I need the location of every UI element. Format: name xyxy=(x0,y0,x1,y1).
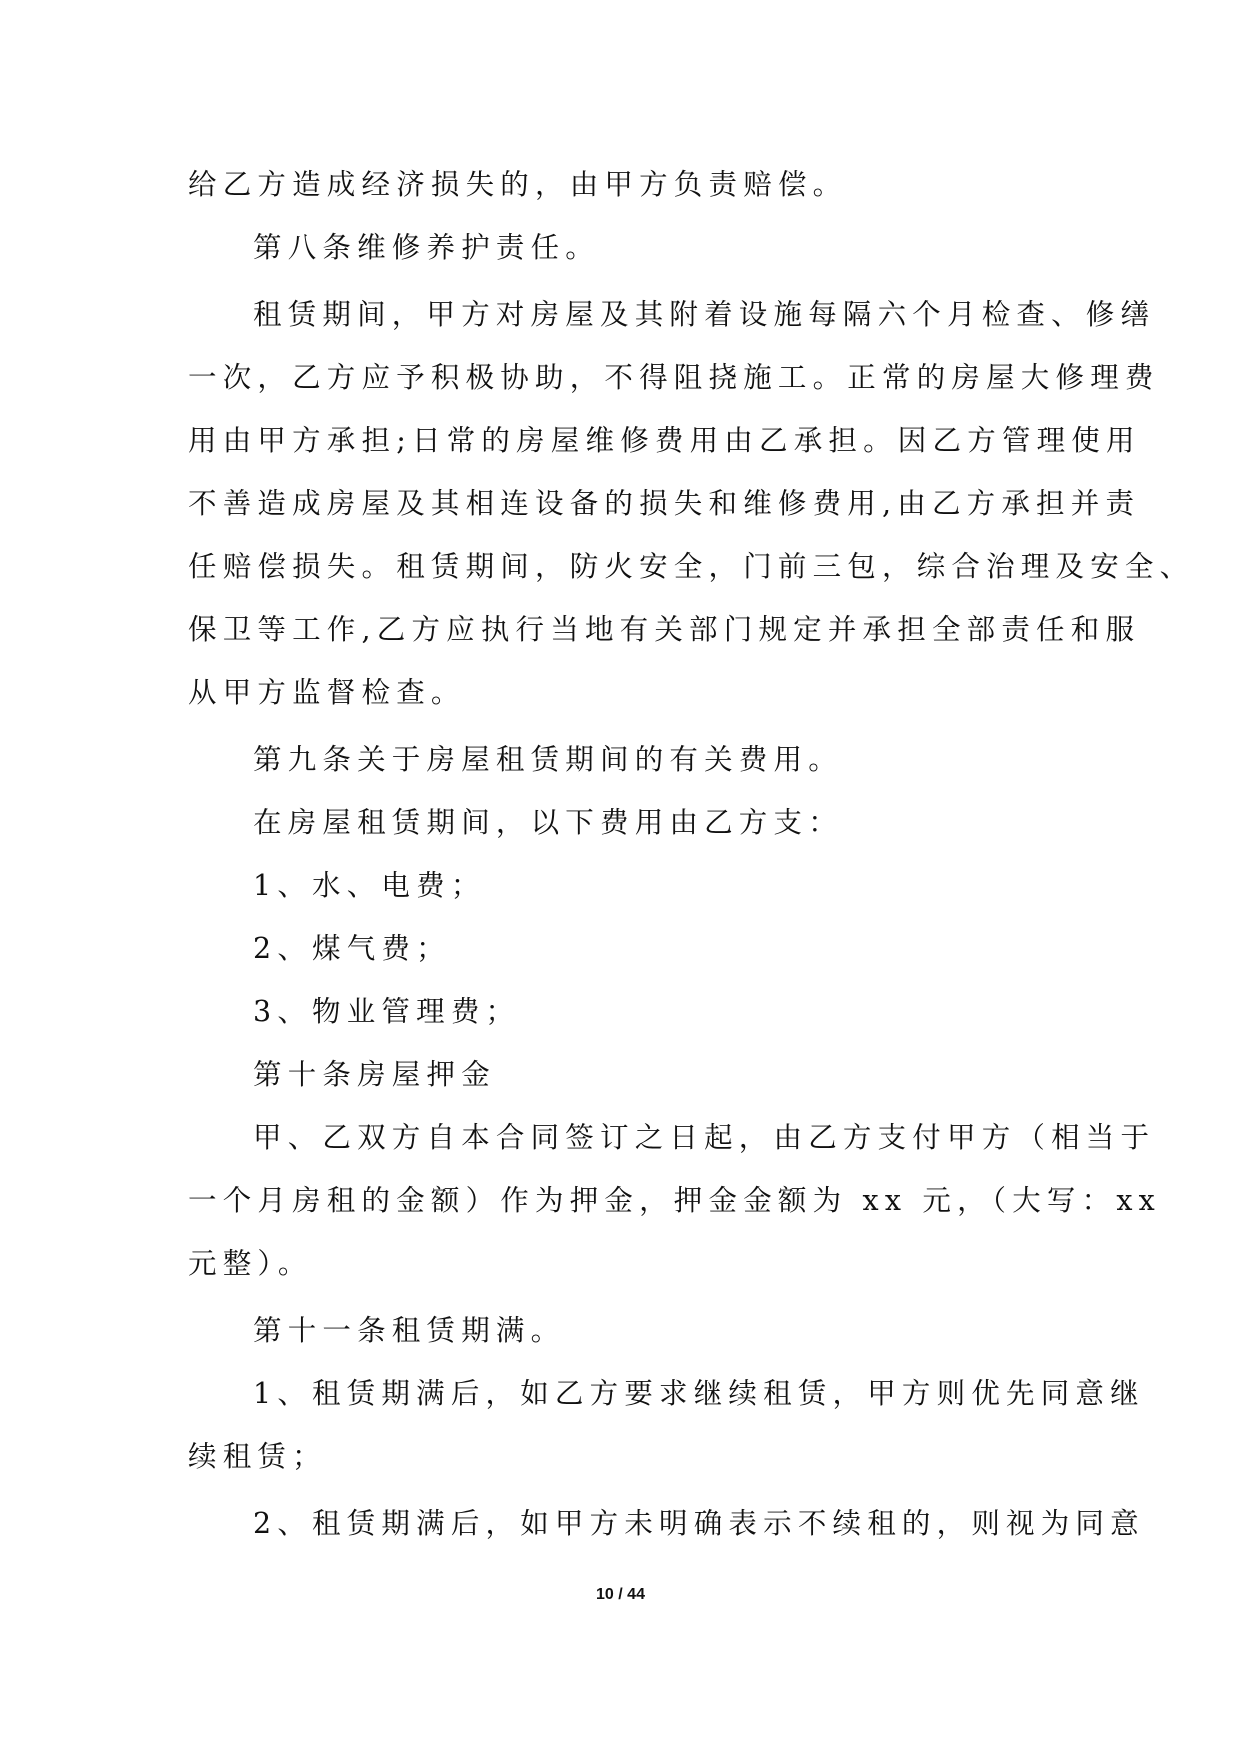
text-line: 给乙方造成经济损失的，由甲方负责赔偿。 xyxy=(188,168,848,201)
text-line: 保卫等工作,乙方应执行当地有关部门规定并承担全部责任和服 xyxy=(188,613,1141,646)
text-line: 一次，乙方应予积极协助，不得阻挠施工。正常的房屋大修理费 xyxy=(188,361,1160,394)
section-heading: 第十条房屋押金 xyxy=(253,1058,496,1091)
text-line: 一个月房租的金额）作为押金，押金金额为 xx 元，（大写：xx xyxy=(188,1184,1161,1217)
list-item: 2、租赁期满后，如甲方未明确表示不续租的，则视为同意 xyxy=(253,1507,1145,1540)
text-line: 不善造成房屋及其相连设备的损失和维修费用,由乙方承担并责 xyxy=(188,487,1141,520)
section-heading: 第十一条租赁期满。 xyxy=(253,1314,566,1347)
page-number: 10 / 44 xyxy=(596,1586,645,1603)
list-item: 3、物业管理费； xyxy=(253,995,521,1028)
text-line: 元整）。 xyxy=(188,1247,313,1280)
text-line: 甲、乙双方自本合同签订之日起，由乙方支付甲方（相当于 xyxy=(253,1121,1156,1154)
list-item: 2、煤气费； xyxy=(253,932,451,965)
text-line: 任赔偿损失。租赁期间，防火安全，门前三包，综合治理及安全、 xyxy=(188,550,1195,583)
section-heading: 第九条关于房屋租赁期间的有关费用。 xyxy=(253,743,843,776)
list-item: 1、租赁期满后，如乙方要求继续租赁，甲方则优先同意继 xyxy=(253,1377,1145,1410)
text-line: 续租赁； xyxy=(188,1440,327,1473)
list-item: 1、水、电费； xyxy=(253,869,486,902)
text-line: 从甲方监督检查。 xyxy=(188,676,466,709)
text-line: 在房屋租赁期间，以下费用由乙方支： xyxy=(253,806,843,839)
text-line: 租赁期间，甲方对房屋及其附着设施每隔六个月检查、修缮 xyxy=(253,298,1156,331)
text-line: 用由甲方承担;日常的房屋维修费用由乙承担。因乙方管理使用 xyxy=(188,424,1141,457)
section-heading: 第八条维修养护责任。 xyxy=(253,231,601,264)
